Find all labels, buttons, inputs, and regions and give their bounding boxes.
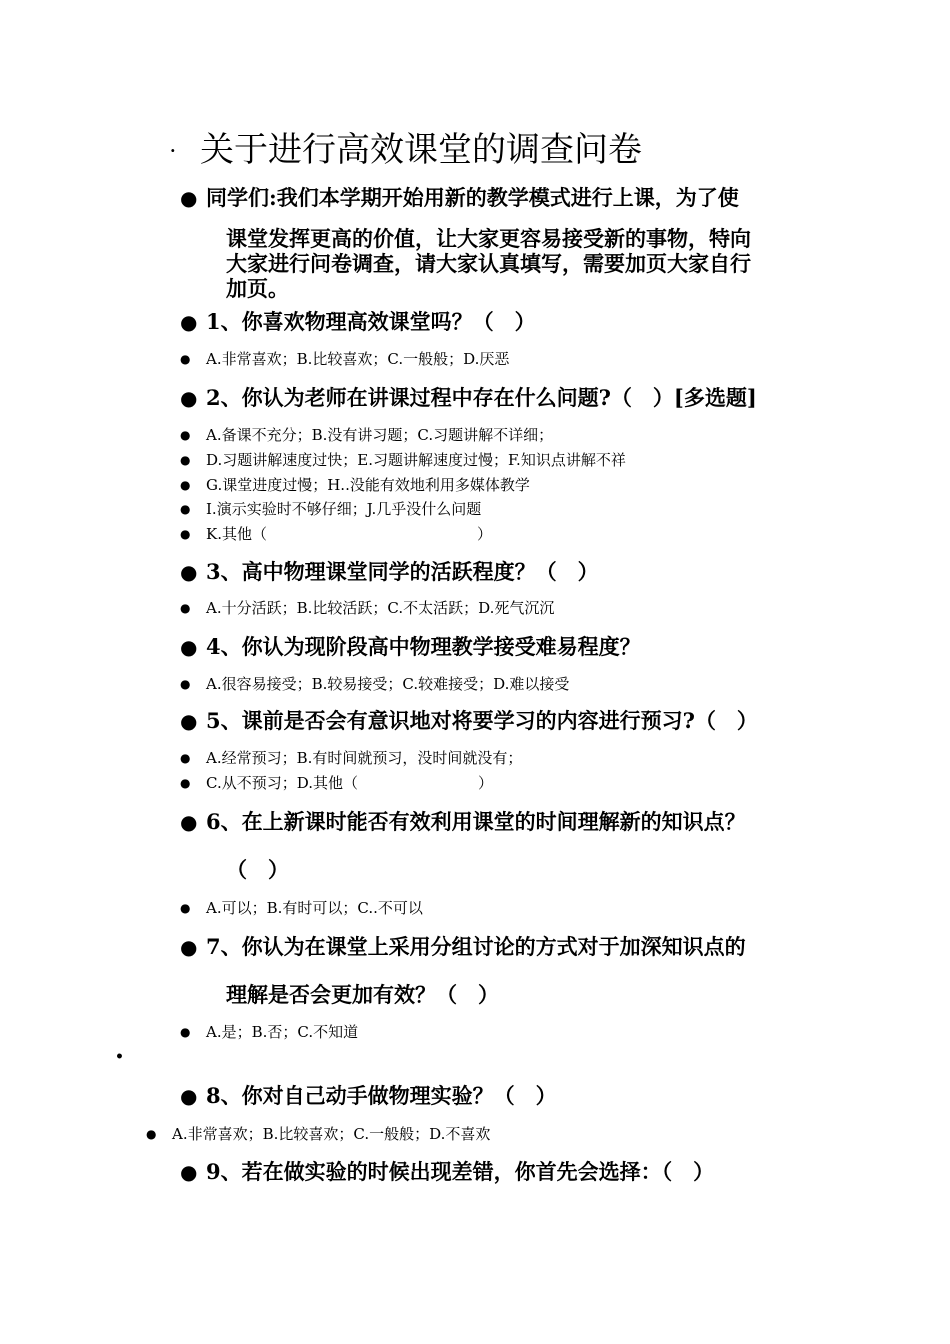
option-line: A.十分活跃；B.比较活跃；C.不太活跃；D.死气沉沉 [206, 599, 555, 617]
bullet-icon: ● [180, 1084, 198, 1108]
option-line: A.很容易接受；B.较易接受；C.较难接受；D.难以接受 [206, 675, 570, 693]
option-line: C.从不预习；D.其他（ ） [206, 774, 493, 792]
question-4-text: 4、你认为现阶段高中物理教学接受难易程度？ [206, 634, 641, 659]
bullet-icon: ● [180, 502, 191, 516]
page-title: 关于进行高效课堂的调查问卷 [200, 130, 642, 170]
bullet-icon: ● [180, 352, 191, 366]
option-line: A.经常预习；B.有时间就预习，没时间就没有； [206, 749, 523, 767]
title-row [170, 128, 642, 172]
question-3-text: 3、高中物理课堂同学的活跃程度？（ ） [206, 559, 599, 584]
question-4 [180, 633, 812, 661]
bullet-icon: ● [180, 527, 191, 541]
question-2 [180, 384, 812, 412]
option-line: I.演示实验时不够仔细；J.几乎没什么问题 [206, 500, 482, 518]
bullet-icon: ● [180, 935, 198, 959]
question-6 [180, 808, 812, 836]
option-line: A.是；B.否；C.不知道 [206, 1023, 359, 1041]
question-6-text: 6、在上新课时能否有效利用课堂的时间理解新的知识点？ [206, 809, 746, 834]
option-line: A.可以；B.有时可以；C..不可以 [206, 899, 423, 917]
question-7-continuation: 理解是否会更加有效？（ ） [226, 982, 499, 1007]
bullet-icon: ● [180, 428, 191, 442]
title-bullet: · [170, 140, 176, 160]
option-line: A.非常喜欢；B.比较喜欢；C.一般般；D.厌恶 [206, 350, 510, 368]
bullet-icon: ● [146, 1127, 157, 1141]
bullet-icon: ● [180, 635, 198, 659]
question-5-text: 5、课前是否会有意识地对将要学习的内容进行预习?（ ） [206, 708, 758, 733]
intro-line-3: 大家进行问卷调查，请大家认真填写，需要加页大家自行 [226, 251, 751, 276]
bullet-icon: ● [180, 560, 198, 584]
intro-line-4: 加页。 [226, 276, 289, 301]
bullet-icon: ● [180, 751, 191, 765]
option-line: G.课堂进度过慢；H..没能有效地利用多媒体教学 [206, 476, 530, 494]
question-2-option-1 [180, 424, 553, 446]
bullet-icon: ● [180, 310, 198, 334]
question-2-option-4 [180, 498, 481, 520]
intro-line-2: 课堂发挥更高的价值，让大家更容易接受新的事物，特向 [226, 226, 751, 251]
question-4-options [180, 673, 569, 695]
question-2-option-5 [180, 523, 492, 545]
bullet-icon: ● [180, 677, 191, 691]
question-8-text: 8、你对自己动手做物理实验？（ ） [206, 1083, 557, 1108]
bullet-icon: ● [180, 601, 191, 615]
bullet-icon: ● [180, 709, 198, 733]
question-6-continuation: （ ） [226, 857, 289, 882]
question-2-option-3 [180, 474, 530, 496]
question-5-option-2 [180, 772, 493, 794]
question-9 [180, 1158, 812, 1186]
question-2-text: 2、你认为老师在讲课过程中存在什么问题?（ ）[多选题] [206, 385, 757, 410]
question-7-text: 7、你认为在课堂上采用分组讨论的方式对于加深知识点的 [206, 934, 746, 959]
option-line: A.非常喜欢；B.比较喜欢；C.一般般；D.不喜欢 [172, 1125, 491, 1143]
question-9-text: 9、若在做实验的时候出现差错，你首先会选择：（ ） [206, 1159, 715, 1184]
question-1 [180, 308, 812, 336]
option-line: K.其他（ ） [206, 525, 492, 543]
bullet-icon: ● [180, 478, 191, 492]
question-1-text: 1、你喜欢物理高效课堂吗？（ ） [206, 309, 536, 334]
question-1-options [180, 348, 509, 370]
question-3 [180, 558, 812, 586]
question-5-option-1 [180, 747, 522, 769]
question-7-options [180, 1021, 358, 1043]
question-5 [180, 707, 812, 735]
bullet-icon: ● [180, 1025, 191, 1039]
bullet-icon: ● [180, 901, 191, 915]
bullet-icon: ● [180, 453, 191, 467]
bullet-icon: ● [180, 776, 191, 790]
bullet-icon: ● [180, 186, 198, 210]
stray-bullet: • [115, 1049, 124, 1065]
question-3-options [180, 597, 554, 619]
option-line: D.习题讲解速度过快；E.习题讲解速度过慢；F.知识点讲解不祥 [206, 451, 626, 469]
option-line: A.备课不充分；B.没有讲习题；C.习题讲解不详细； [206, 426, 554, 444]
question-2-option-2 [180, 449, 626, 471]
question-8 [180, 1082, 812, 1110]
intro-line-1: 同学们:我们本学期开始用新的教学模式进行上课，为了使 [206, 185, 739, 210]
question-8-options [146, 1123, 490, 1145]
bullet-icon: ● [180, 1160, 198, 1184]
bullet-icon: ● [180, 386, 198, 410]
question-7 [180, 933, 812, 961]
bullet-icon: ● [180, 810, 198, 834]
intro-paragraph [180, 184, 812, 301]
question-6-options [180, 897, 423, 919]
